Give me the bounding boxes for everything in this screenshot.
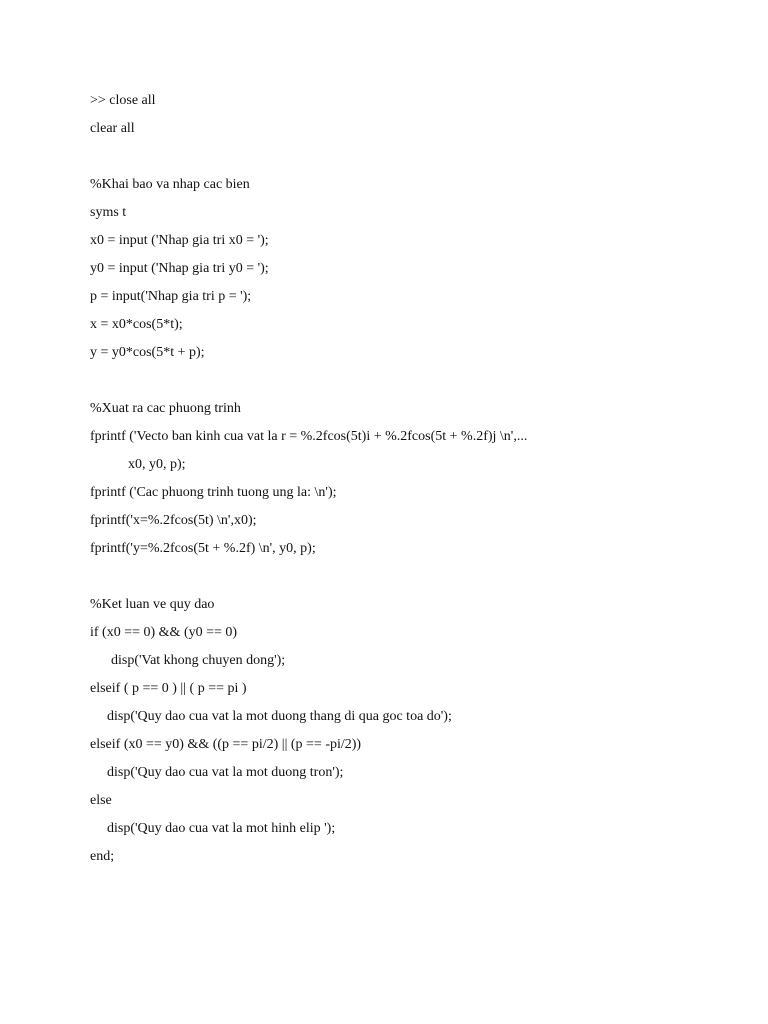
code-line: fprintf('x=%.2fcos(5t) \n',x0); — [90, 513, 257, 528]
code-line: else — [90, 793, 112, 808]
code-line: fprintf ('Vecto ban kinh cua vat la r = %.2fcos(5t)i + %.2fcos(5t + %.2f)j \n',... — [90, 429, 528, 444]
blank-line — [90, 143, 750, 171]
code-comment: %Ket luan ve quy dao — [90, 597, 215, 612]
code-line: >> close all — [90, 93, 156, 108]
code-line: fprintf('y=%.2fcos(5t + %.2f) \n', y0, p); — [90, 541, 316, 556]
code-line: if (x0 == 0) && (y0 == 0) — [90, 625, 238, 640]
code-line: y = y0*cos(5*t + p); — [90, 345, 205, 360]
code-line-indented: disp('Quy dao cua vat la mot duong tron'); — [107, 765, 344, 780]
code-line: end; — [90, 849, 115, 864]
code-comment: %Khai bao va nhap cac bien — [90, 177, 250, 192]
code-line-indented: disp('Quy dao cua vat la mot hinh elip '); — [107, 821, 336, 836]
code-line: p = input('Nhap gia tri p = '); — [90, 289, 252, 304]
code-listing — [90, 87, 750, 871]
code-line-indented: disp('Vat khong chuyen dong'); — [111, 653, 286, 668]
code-line-indented: disp('Quy dao cua vat la mot duong thang di qua goc toa do'); — [107, 709, 452, 724]
code-line: y0 = input ('Nhap gia tri y0 = '); — [90, 261, 269, 276]
code-line-continuation: x0, y0, p); — [128, 457, 186, 472]
code-line: x = x0*cos(5*t); — [90, 317, 183, 332]
code-line: fprintf ('Cac phuong trinh tuong ung la: \n'); — [90, 485, 337, 500]
code-line: x0 = input ('Nhap gia tri x0 = '); — [90, 233, 269, 248]
code-comment: %Xuat ra cac phuong trinh — [90, 401, 241, 416]
code-line: elseif (x0 == y0) && ((p == pi/2) || (p == -pi/2)) — [90, 737, 362, 752]
code-line: syms t — [90, 205, 127, 220]
code-line: clear all — [90, 121, 135, 136]
blank-line — [90, 367, 750, 395]
blank-line — [90, 563, 750, 591]
code-line: elseif ( p == 0 ) || ( p == pi ) — [90, 681, 247, 696]
